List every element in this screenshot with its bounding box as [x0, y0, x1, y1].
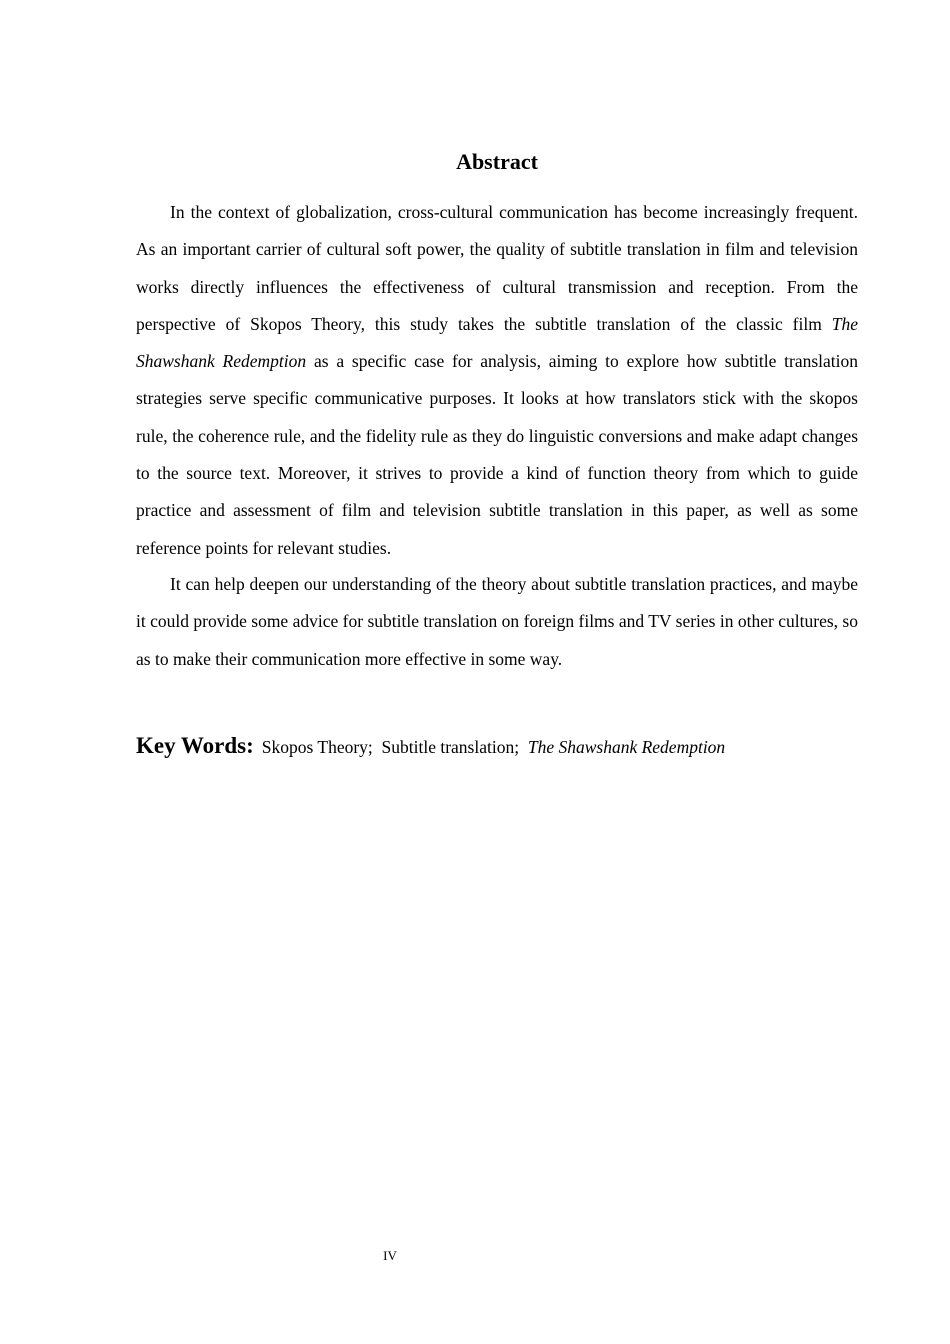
keywords-line: [136, 731, 858, 762]
abstract-title: Abstract: [456, 149, 538, 174]
paragraph-1-text-start: In the context of globalization, cross-cultural communication has become increasingly frequent. As an important carrier of cultural soft power, the quality of subtitle translation in film and television works directly influences the effectiveness of cultural transmission and reception. From the perspective of Skopos Theory, this study takes the subtitle translation of the classic film: [136, 202, 858, 334]
keyword-item: Skopos Theory;: [261, 737, 373, 757]
abstract-body: [136, 194, 858, 678]
film-title: The Shawshank Redemption: [136, 313, 858, 372]
keywords-label: Key Words:: [136, 733, 254, 758]
keyword-item: Subtitle translation;: [381, 737, 520, 757]
abstract-paragraph-2: It can help deepen our understanding of the theory about subtitle translation practices, and maybe it could provide some advice for subtitle translation on foreign films and TV series in other cultures, so as to make their communication more effective in some way.: [136, 573, 858, 669]
keyword-item: The Shawshank Redemption: [527, 737, 726, 757]
abstract-paragraph-1: [136, 194, 858, 567]
paragraph-1-text-end: as a specific case for analysis, aiming to explore how subtitle translation strategies serve specific communicative purposes. It looks at how translators stick with the skopos rule, the coherence rule, and the fidelity rule as they do linguistic conversions and make adapt changes to the source text. Moreover, it strives to provide a kind of function theory from which to guide practice and assessment of film and television subtitle translation in this paper, as well as some reference points for relevant studies.: [136, 351, 859, 558]
page-number: IV: [383, 1248, 397, 1263]
